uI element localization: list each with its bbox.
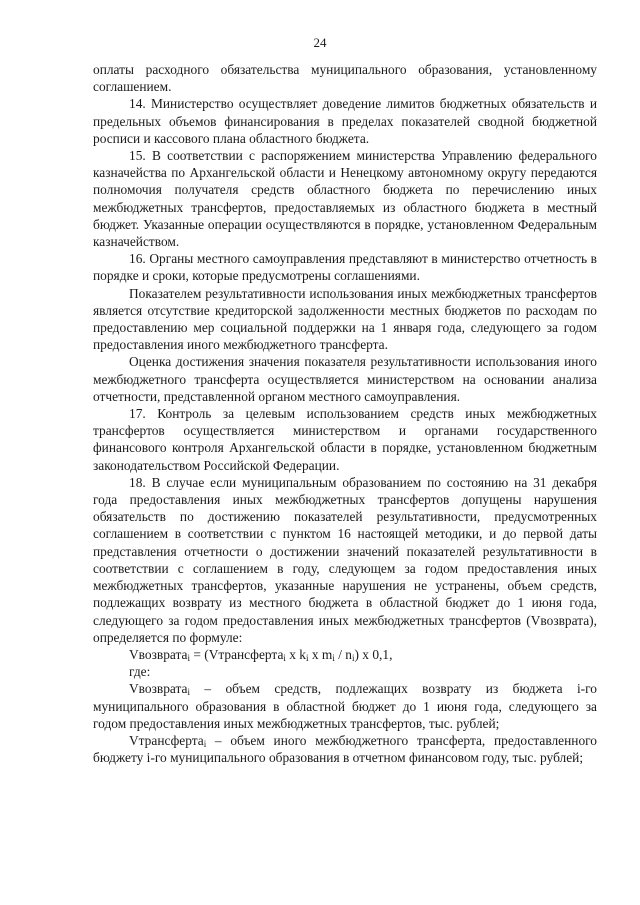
where-label: где:: [129, 664, 151, 680]
definition-text: – объем иного межбюджетного трансферта, предоставленного бюджету i-го муниципального образования в отчетном финансовом году, тыс. рублей;: [93, 732, 597, 766]
formula-k-sub: i: [306, 652, 309, 663]
paragraph-16: 16. Органы местного самоуправления представляют в министерство отчетность в порядке и сроки, которые предусмотрены соглашениями.: [93, 251, 597, 284]
formula-m-sub: i: [332, 652, 335, 663]
definition-term-sub: i: [187, 687, 190, 698]
formula-t-sub: i: [283, 652, 286, 663]
paragraph-15: 15. В соответствии с распоряжением министерства Управлению федерального казначейства по Архангельской области и Ненецкому автономному округу передаются полномочия получателя средств областного бюджета по перечислению иных межбюджетных трансфертов, предоставляемых из областного бюджета в местный бюджет. Указанные операции осуществляются в порядке, установленном Федеральным казначейством.: [93, 148, 597, 250]
document-body: [93, 61, 597, 766]
paragraph-effectiveness-indicator: Показателем результативности использования иных межбюджетных трансфертов является отсутствие кредиторской задолженности местных бюджетов по расходам по предоставлению мер социальной поддержки на 1 января года, следующего за годом предоставления иного межбюджетного трансферта.: [93, 285, 597, 353]
formula-n-sub: i: [351, 652, 355, 663]
formula-lhs-sub: i: [187, 652, 190, 663]
formula-lhs: Vвозврата: [129, 646, 188, 662]
paragraph-14: 14. Министерство осуществляет доведение лимитов бюджетных обязательств и предельных объемов финансирования в пределах показателей сводной бюджетной росписи и кассового плана областного бюджета.: [93, 96, 597, 146]
formula-tail: ) x 0,1,: [354, 646, 393, 662]
definition-text: – объем средств, подлежащих возврату из бюджета i-го муниципального образования в областной бюджет до 1 июня года, следующего за годом предоставления иных межбюджетных трансфертов, тыс. рублей;: [93, 681, 597, 731]
return-formula: [93, 646, 597, 663]
definition-v-return: [93, 680, 597, 732]
definition-term: Vвозврата: [129, 681, 188, 697]
paragraph-18: 18. В случае если муниципальным образованием по состоянию на 31 декабря года предоставления иных межбюджетных трансфертов допущены нарушения обязательств по достижению показателей результативности, предусмотренных соглашением в соответствии с пунктом 16 настоящей методики, и до первой даты представления отчетности о достижении значений показателей результативности в соответствии с соглашением в году, следующем за годом предоставления иных межбюджетных трансфертов, указанные нарушения не устранены, объем средств, подлежащих возврату из местного бюджета в областной бюджет до 1 июня года, следующего за годом предоставления иных межбюджетных трансфертов (Vвозврата), определяется по формуле:: [93, 474, 597, 645]
paragraph-assessment: Оценка достижения значения показателя результативности использования иного межбюджетного трансферта осуществляется министерством на основании анализа отчетности, представленной органом местного самоуправления.: [93, 354, 597, 404]
paragraph-continuation: оплаты расходного обязательства муниципального образования, установленному соглашением.: [93, 62, 597, 95]
formula-x1: x k: [285, 646, 306, 662]
formula-div: / n: [334, 646, 352, 662]
formula-x2: x m: [308, 646, 333, 662]
paragraph-17: 17. Контроль за целевым использованием средств иных межбюджетных трансфертов осуществляется министерством и органами государственного финансового контроля Архангельской области в порядке, установленном бюджетным законодательством Российской Федерации.: [93, 406, 597, 473]
formula-eq: = (Vтрансферта: [189, 646, 284, 662]
definition-v-transfer: [93, 732, 597, 766]
definition-term: Vтрансферта: [129, 732, 204, 748]
page-number: 24: [313, 35, 327, 50]
definition-term-sub: i: [203, 738, 207, 749]
